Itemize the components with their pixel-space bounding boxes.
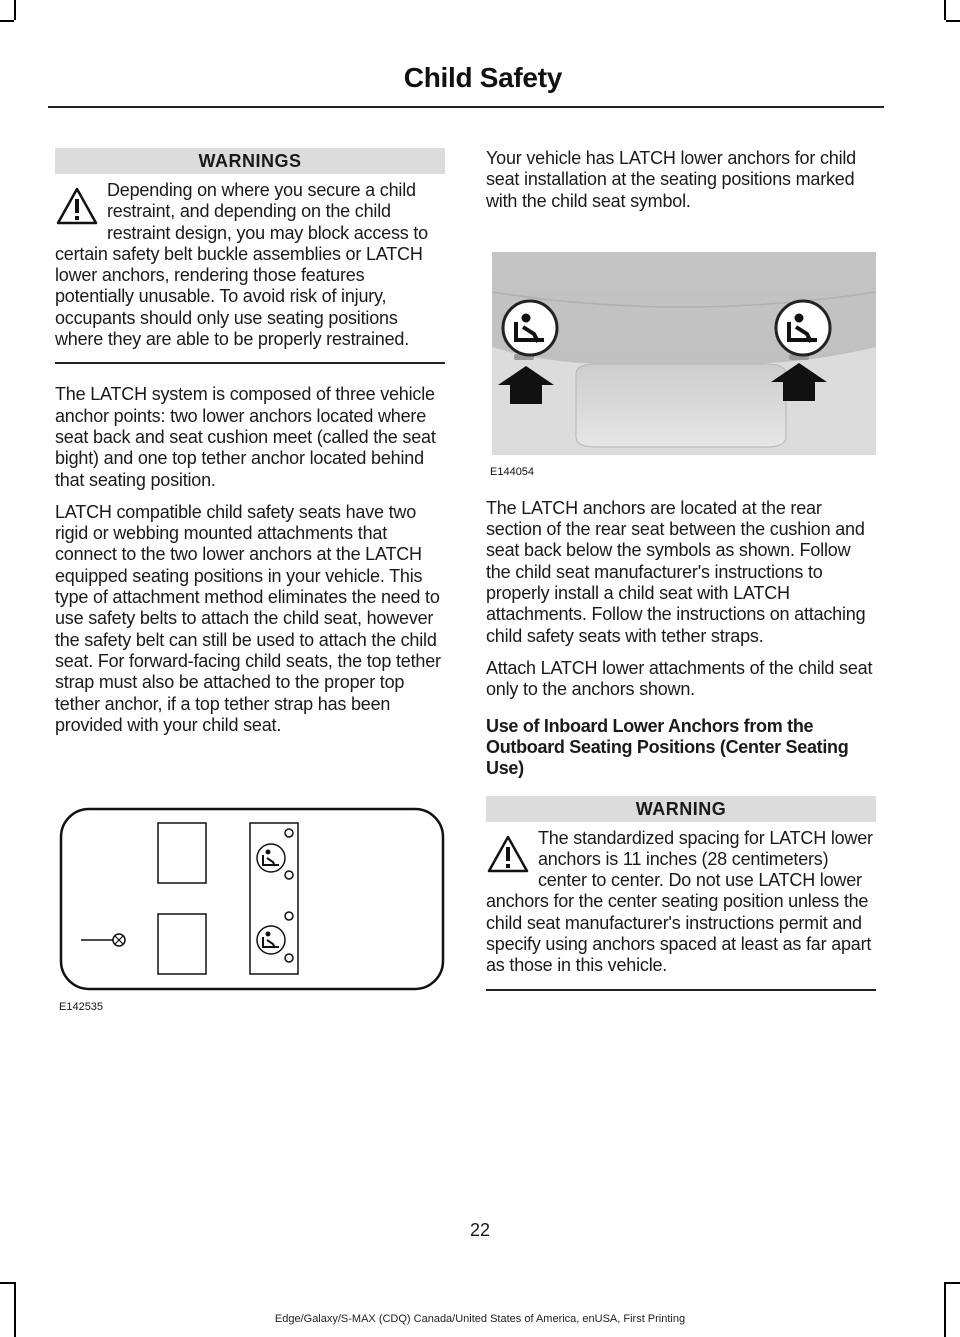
attach-paragraph: Attach LATCH lower attachments of the child seat only to the anchors shown.	[486, 657, 873, 700]
left-column	[55, 148, 445, 1013]
crop-mark	[0, 20, 14, 22]
latch-seats-paragraph: LATCH compatible child safety seats have two rigid or webbing mounted attachments that connect to the two lower anchors at the LATCH equipped seating positions in your vehicle. This type of attachment method eliminates the need to use safety belts to attach the child seat, however the safety belt can still be used to attach the child seat. For forward-facing child seats, the top tether strap must also be attached to the proper top tether anchor, if a top tether strap has been provided with your child seat.	[55, 501, 441, 735]
crop-mark	[14, 1282, 16, 1337]
crop-mark	[946, 20, 960, 22]
rear-seat-photo	[486, 252, 876, 478]
child-seat-icon	[776, 301, 830, 355]
figure-code: E144054	[490, 465, 535, 478]
warning-block	[486, 828, 876, 991]
warning-text: The standardized spacing for LATCH lower anchors is 11 inches (28 centimeters) center to center. Do not use LATCH lower anchors for the center seating position unless the child seat manufacturer's instructions permit and specify using anchors spaced at least as far apart as those in this vehicle.	[486, 827, 873, 976]
crop-mark	[944, 1282, 946, 1337]
child-seat-icon	[257, 926, 285, 954]
latch-anchors-intro: Your vehicle has LATCH lower anchors for child seat installation at the seating positions marked with the child seat symbol.	[486, 148, 856, 211]
seating-diagram-graphic	[55, 806, 445, 992]
rear-seat-photo-graphic	[486, 252, 876, 457]
footer-note: Edge/Galaxy/S-MAX (CDQ) Canada/United States of America, enUSA, First Printing	[274, 1313, 686, 1325]
child-seat-icon	[503, 301, 557, 355]
warning-header: WARNING	[486, 796, 876, 822]
warning-rule	[55, 362, 445, 364]
child-seat-icon	[257, 844, 285, 872]
crop-mark	[0, 1282, 14, 1284]
crop-mark	[944, 0, 946, 20]
latch-system-paragraph: The LATCH system is composed of three vehicle anchor points: two lower anchors located where seat back and seat cushion meet (called the seat bight) and one top tether anchor located behind that seating position.	[55, 384, 436, 490]
warnings-header: WARNINGS	[55, 148, 445, 174]
warning-triangle-icon	[55, 186, 99, 226]
warning-triangle-icon	[486, 834, 530, 874]
warning-block	[55, 180, 445, 364]
section-subheading: Use of Inboard Lower Anchors from the Outboard Seating Positions (Center Seating Use)	[486, 715, 849, 778]
latch-location-paragraph: The LATCH anchors are located at the rear section of the rear seat between the cushion and seat back below the symbols as shown. Follow the child seat manufacturer's instructions to properly install a child seat with LATCH attachments. Follow the instructions on attaching child safety seats with tether straps.	[486, 497, 866, 646]
crop-mark	[946, 1282, 960, 1284]
seating-diagram	[55, 806, 445, 1013]
warning-text: Depending on where you secure a child restraint, and depending on the child restraint design, you may block access to certain safety belt buckle assemblies or LATCH lower anchors, rendering those features potentially unusable. To avoid risk of injury, occupants should only use seating positions where they are able to be properly restrained.	[55, 180, 428, 350]
warning-rule	[486, 989, 876, 991]
right-column	[486, 148, 876, 991]
figure-code: E142535	[59, 1001, 104, 1014]
page-number: 22	[469, 1220, 491, 1240]
page-title: Child Safety	[403, 62, 562, 93]
header-rule	[48, 106, 884, 108]
crop-mark	[14, 0, 16, 20]
